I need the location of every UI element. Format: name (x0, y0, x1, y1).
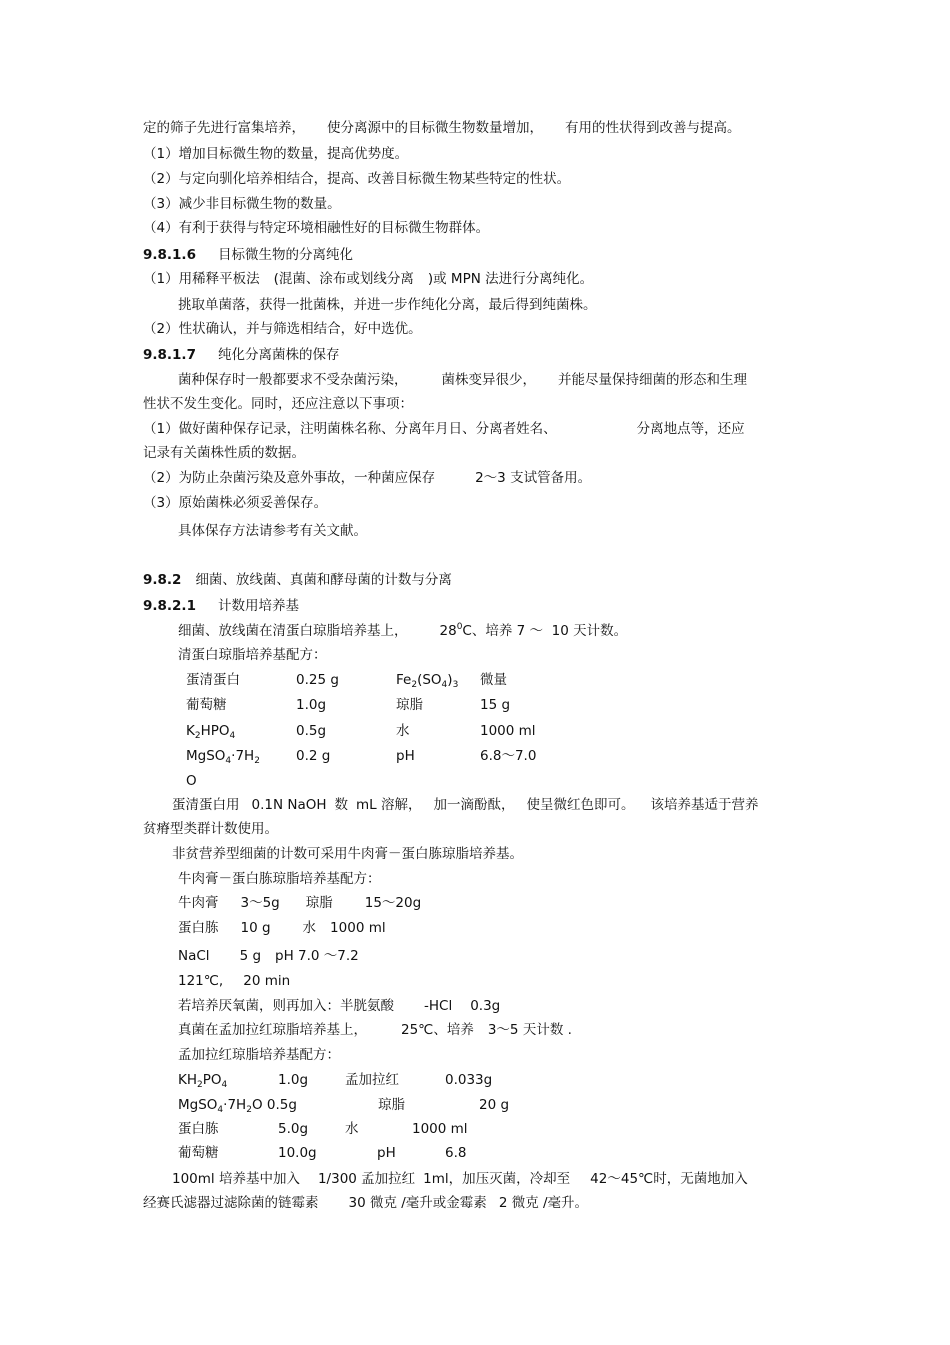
recipe-cell: 1.0g (278, 1072, 309, 1088)
text-span: (混菌、涂布或划线分离 (273, 271, 414, 287)
text-span: 并能尽量保持细菌的形态和生理 (558, 372, 747, 388)
list-item: （2）性状确认，并与筛选相结合，好中选优。 (143, 321, 422, 337)
paragraph-line: 贫瘠型类群计数使用。 (143, 821, 278, 837)
text-span: 2～3 支试管备用。 (475, 470, 592, 486)
recipe-cell: 6.8 (445, 1145, 467, 1161)
recipe-cell: 葡萄糖 (186, 697, 227, 713)
recipe-cell: 20 g (479, 1097, 510, 1113)
text-span: 1000 ml (330, 920, 386, 936)
text-span: pH 7.0 ～7.2 (275, 948, 359, 964)
text-span: 水 (302, 920, 317, 936)
recipe-line (178, 947, 359, 965)
text-span: 1/300 孟加拉红 (317, 1171, 416, 1187)
text-span: 28 (439, 623, 457, 639)
text-span: KH (178, 1072, 198, 1088)
recipe-cell: 蛋清蛋白 (186, 672, 240, 688)
text-span: 100ml 培养基中加入 (172, 1171, 300, 1187)
recipe-cell (178, 1071, 227, 1089)
text-span: 0.1N NaOH (251, 797, 327, 813)
text-span: 琼脂 (305, 895, 333, 911)
recipe-cell: 孟加拉红 (345, 1072, 399, 1088)
superscript: 0 (456, 622, 463, 632)
text-span: 121℃, (178, 973, 224, 989)
text-span: MgSO (186, 748, 226, 764)
recipe-cell: 微量 (480, 672, 507, 688)
text-span: 20 min (243, 973, 291, 989)
recipe-cell: pH (396, 748, 415, 764)
text-span: 42～45℃时，无菌地加入 (590, 1171, 748, 1187)
text-span: 加一滴酚酞， (433, 797, 515, 813)
recipe-cell (396, 671, 458, 689)
subscript: 4 (225, 756, 232, 766)
recipe-cell: 0.033g (445, 1072, 493, 1088)
text-span: 经赛氏滤器过滤除菌的链霉素 (143, 1195, 319, 1211)
list-item (143, 420, 745, 438)
recipe-cell: 1.0g (296, 697, 327, 713)
paragraph-line: 挑取单菌落，获得一批菌株，并进一步作纯化分离，最后得到纯菌株。 (178, 297, 597, 313)
text-span: 该培养基适于营养 (650, 797, 759, 813)
text-span: 5 g (239, 948, 262, 964)
section-heading (143, 597, 299, 615)
recipe-cell: 0.2 g (296, 748, 331, 764)
paragraph-line (178, 371, 747, 389)
recipe-cell: pH (377, 1145, 396, 1161)
text-span: O 0.5g (251, 1097, 297, 1113)
text-span: 有用的性状得到改善与提高。 (565, 120, 741, 136)
paragraph-line: 清蛋白琼脂培养基配方： (178, 647, 327, 663)
paragraph-line (143, 119, 741, 137)
section-heading (143, 571, 452, 589)
list-item: （1）增加目标微生物的数量，提高优势度。 (143, 146, 409, 162)
recipe-cell: 1000 ml (412, 1121, 468, 1137)
text-span: 若培养厌氧菌，则再加入：半胱氨酸 (178, 998, 394, 1014)
subscript: 4 (217, 1105, 224, 1115)
text-span: Fe (396, 672, 412, 688)
text-span: 细菌、放线菌在清蛋白琼脂培养基上， (178, 623, 408, 639)
text-span: 蛋清蛋白用 (172, 797, 240, 813)
text-span: (SO (417, 672, 442, 688)
section-title: 纯化分离菌株的保存 (217, 347, 340, 363)
text-span: )或 MPN 法进行分离纯化。 (427, 271, 594, 287)
subscript: 2 (246, 1105, 252, 1115)
text-span: 3～5g (240, 895, 280, 911)
recipe-cell: 葡萄糖 (178, 1145, 219, 1161)
subscript: 2 (197, 1080, 203, 1090)
recipe-cell: 水 (396, 723, 410, 739)
subscript: 3 (452, 680, 459, 690)
text-span: 3～5 天计数 . (487, 1022, 572, 1038)
recipe-cell (186, 722, 235, 740)
text-span: PO (202, 1072, 222, 1088)
text-span: 1ml，加压灭菌，冷却至 (423, 1171, 571, 1187)
recipe-line (178, 919, 386, 937)
section-number: 9.8.2 (143, 572, 182, 588)
text-span: MgSO (178, 1097, 218, 1113)
text-span: 25℃、培养 (401, 1022, 474, 1038)
recipe-cell: 1000 ml (480, 723, 536, 739)
section-heading (143, 346, 339, 364)
section-title: 细菌、放线菌、真菌和酵母菌的计数与分离 (195, 572, 452, 588)
recipe-cell: 水 (345, 1121, 359, 1137)
list-item: （4）有利于获得与特定环境相融性好的目标微生物群体。 (143, 220, 490, 236)
subscript: 4 (229, 731, 236, 741)
recipe-cell: 蛋白胨 (178, 1121, 219, 1137)
subscript: 4 (441, 680, 448, 690)
list-item: （3）减少非目标微生物的数量。 (143, 196, 341, 212)
recipe-cell: 5.0g (278, 1121, 309, 1137)
text-span: K (186, 723, 195, 739)
text-span: ·7H (231, 748, 255, 764)
text-span: 牛肉膏 (178, 895, 219, 911)
subscript: 2 (194, 731, 201, 741)
subscript: 2 (411, 680, 418, 690)
recipe-cell: 琼脂 (378, 1097, 405, 1113)
paragraph-line (172, 796, 758, 814)
recipe-line (178, 972, 290, 990)
paragraph-line (143, 1194, 588, 1212)
recipe-cell (186, 747, 260, 765)
subscript: 2 (254, 756, 260, 766)
recipe-line (178, 997, 500, 1015)
paragraph-line (172, 1170, 748, 1188)
text-span: 15～20g (364, 895, 422, 911)
list-item (143, 469, 591, 487)
section-number: 9.8.1.6 (143, 247, 196, 263)
paragraph-line: 孟加拉红琼脂培养基配方： (178, 1047, 340, 1063)
recipe-cell: 0.5g (296, 723, 327, 739)
text-span: 0.3g (470, 998, 501, 1014)
paragraph-line (178, 622, 627, 640)
text-span: 使分离源中的目标微生物数量增加， (327, 120, 543, 136)
text-span: （1）做好菌种保存记录，注明菌株名称、分离年月日、分离者姓名、 (143, 421, 557, 437)
section-number: 9.8.1.7 (143, 347, 196, 363)
recipe-cell: 15 g (480, 697, 511, 713)
text-span: 真菌在孟加拉红琼脂培养基上， (178, 1022, 367, 1038)
recipe-cell: 6.8～7.0 (480, 748, 537, 764)
paragraph-line: 记录有关菌株性质的数据。 (143, 445, 305, 461)
text-span: 菌种保存时一般都要求不受杂菌污染， (178, 372, 408, 388)
text-span: ·7H (223, 1097, 247, 1113)
text-span: NaCl (178, 948, 210, 964)
text-span: （2）为防止杂菌污染及意外事故，一种菌应保存 (143, 470, 436, 486)
section-title: 计数用培养基 (217, 598, 299, 614)
section-heading (143, 246, 353, 264)
text-span: 定的筛子先进行富集培养， (143, 120, 305, 136)
recipe-cell: 0.25 g (296, 672, 339, 688)
text-span: 2 微克 /毫升。 (498, 1195, 589, 1211)
section-number: 9.8.2.1 (143, 598, 196, 614)
list-item: （2）与定向驯化培养相结合，提高、改善目标微生物某些特定的性状。 (143, 171, 571, 187)
text-span: 使呈微红色即可。 (526, 797, 635, 813)
recipe-cell: O (186, 773, 197, 789)
text-span: 菌株变异很少， (441, 372, 536, 388)
text-span: 蛋白胨 (178, 920, 219, 936)
text-span: HPO (200, 723, 230, 739)
text-span: -HCl (424, 998, 453, 1014)
list-item: （3）原始菌株必须妥善保存。 (143, 495, 328, 511)
text-span: 分离地点等，还应 (636, 421, 745, 437)
recipe-cell: 琼脂 (396, 697, 423, 713)
text-span: 30 微克 /毫升或金霉素 (348, 1195, 487, 1211)
text-span: 10 g (240, 920, 271, 936)
paragraph-line: 性状不发生变化。同时，还应注意以下事项： (143, 396, 413, 412)
text-span: 数 (334, 797, 349, 813)
text-span: （1）用稀释平板法 (143, 271, 260, 287)
recipe-line (178, 894, 421, 912)
text-span: mL 溶解， (356, 797, 422, 813)
paragraph-line (143, 270, 593, 288)
recipe-cell (178, 1096, 297, 1114)
paragraph-line: 具体保存方法请参考有关文献。 (178, 523, 367, 539)
section-title: 目标微生物的分离纯化 (217, 247, 353, 263)
subscript: 4 (221, 1080, 228, 1090)
recipe-cell: 10.0g (278, 1145, 317, 1161)
paragraph-line: 非贫营养型细菌的计数可采用牛肉膏－蛋白胨琼脂培养基。 (172, 846, 523, 862)
text-span: ) (447, 672, 453, 688)
paragraph-line: 牛肉膏－蛋白胨琼脂培养基配方： (178, 871, 381, 887)
text-span: C、培养 7 ～ 10 天计数。 (462, 623, 628, 639)
recipe-line (178, 1021, 572, 1039)
